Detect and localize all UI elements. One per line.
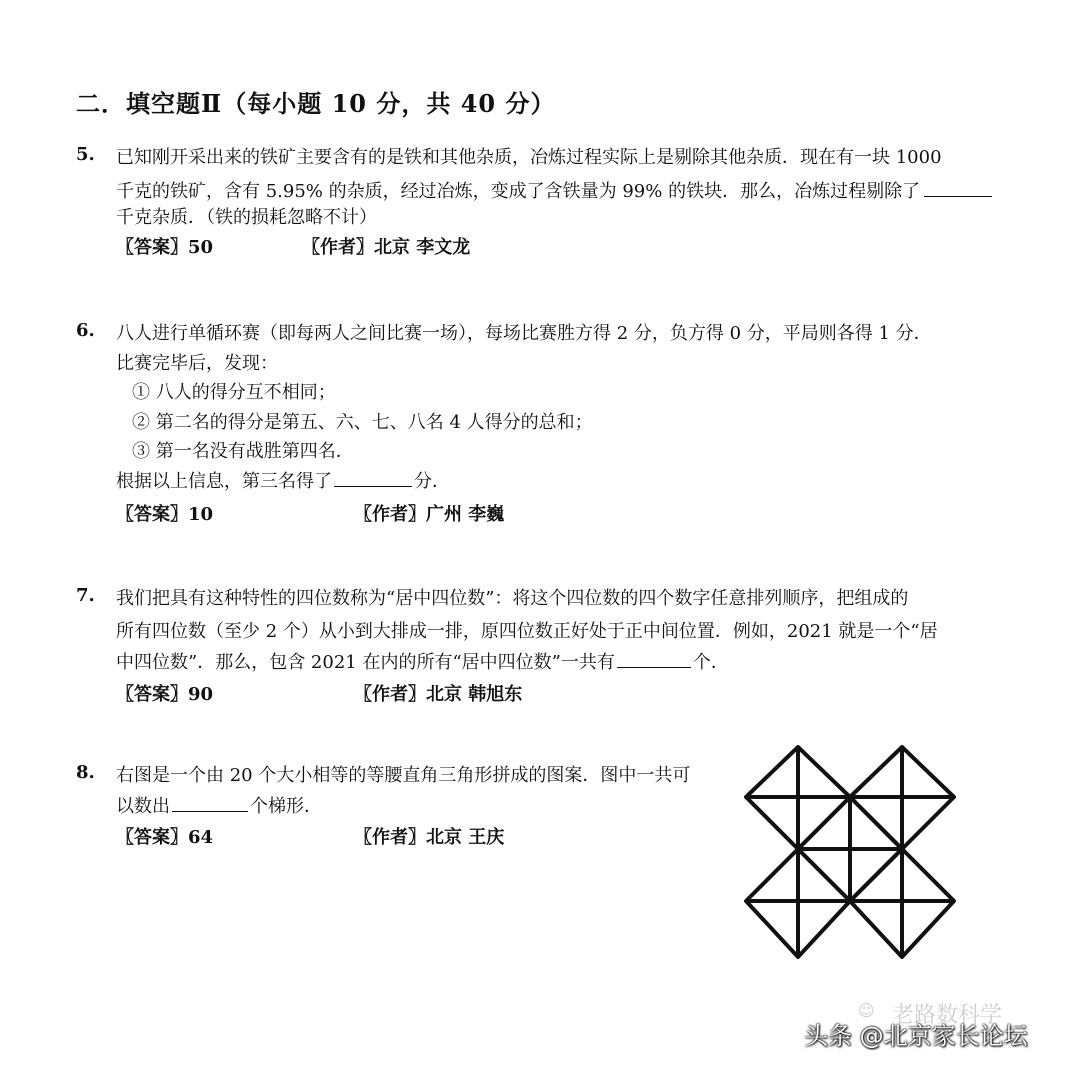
question-number: 6. (76, 320, 95, 341)
question-text-line (116, 177, 992, 203)
question-text-line: 所有四位数（至少 2 个）从小到大排成一排，原四位数正好处于正中间位置．例如，2021 就是一个“居 (116, 621, 938, 642)
watermark-text: 头条 @北京家长论坛 (804, 1022, 1028, 1050)
question-text-line (116, 467, 450, 493)
author-label: 〖作者〗广州 李巍 (354, 504, 505, 525)
question-text: 以数出 (116, 796, 170, 817)
question-text-line: 右图是一个由 20 个大小相等的等腰直角三角形拼成的图案．图中一共可 (116, 765, 691, 786)
question-number: 8. (76, 762, 95, 783)
answer-blank (617, 666, 691, 668)
section-title: 二．填空题Ⅱ（每小题 10 分，共 40 分） (76, 89, 556, 118)
answer-blank (924, 195, 992, 197)
condition-item: ③ 第一名没有战胜第四名． (132, 441, 354, 462)
author-label: 〖作者〗北京 李文龙 (302, 237, 471, 258)
wechat-icon: ☺ (858, 1001, 875, 1020)
question-text: 个梯形． (250, 796, 322, 817)
answer-label: 〖答案〗64 (116, 827, 214, 848)
question-text: 根据以上信息，第三名得了 (116, 471, 332, 492)
condition-item: ② 第二名的得分是第五、六、七、八名 4 人得分的总和； (132, 412, 593, 433)
question-text: 个． (692, 652, 729, 673)
condition-item: ① 八人的得分互不相同； (132, 382, 336, 403)
answer-label: 〖答案〗10 (116, 504, 214, 525)
question-text: 千克的铁矿，含有 5.95% 的杂质，经过冶炼，变成了含铁量为 99% 的铁块．那么，冶炼过程剔除了 (116, 181, 921, 202)
author-label: 〖作者〗北京 王庆 (354, 827, 505, 848)
question-text-line: 比赛完毕后，发现： (116, 353, 278, 374)
answer-label: 〖答案〗50 (116, 237, 214, 258)
question-text-line: 千克杂质．（铁的损耗忽略不计） (116, 207, 377, 228)
answer-label: 〖答案〗90 (116, 684, 214, 705)
question-number: 5. (76, 144, 95, 165)
question-text: 中四位数”．那么，包含 2021 在内的所有“居中四位数”一共有 (116, 652, 615, 673)
question-text: 分． (414, 471, 450, 492)
question-text-line (116, 648, 729, 674)
question-number: 7. (76, 585, 95, 606)
question-text-line: 我们把具有这种特性的四位数称为“居中四位数”：将这个四位数的四个数字任意排列顺序，把组成的 (116, 588, 909, 609)
trapezoid-figure (740, 745, 960, 963)
author-label: 〖作者〗北京 韩旭东 (354, 684, 523, 705)
answer-blank (172, 810, 248, 812)
watermark-faint: 老路数科学 (892, 1003, 1003, 1028)
question-text-line: 八人进行单循环赛（即每两人之间比赛一场），每场比赛胜方得 2 分，负方得 0 分，平局则各得 1 分． (116, 323, 932, 344)
question-text-line (116, 792, 322, 818)
question-text-line: 已知刚开采出来的铁矿主要含有的是铁和其他杂质，冶炼过程实际上是剔除其他杂质．现在有一块 1000 (116, 147, 942, 168)
answer-blank (334, 485, 412, 487)
